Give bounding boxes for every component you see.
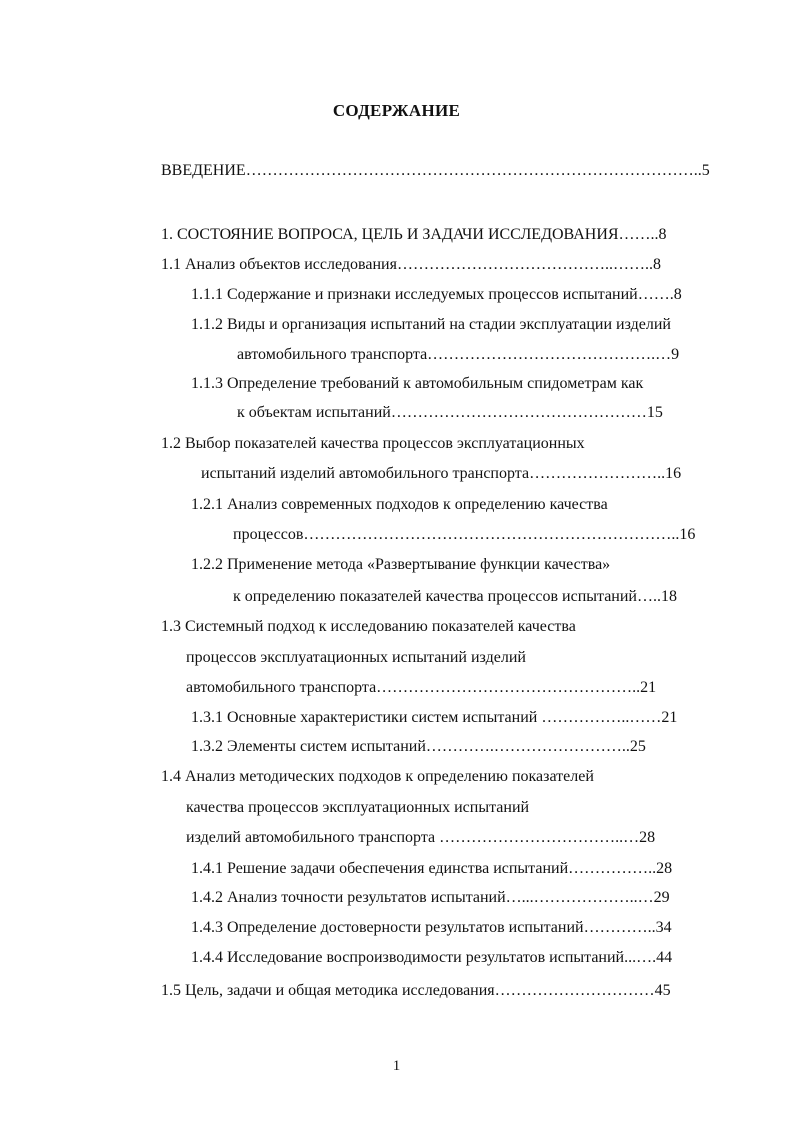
toc-entry-1-4-3: 1.4.3 Определение достоверности результатов испытаний…………..34 (191, 919, 672, 936)
toc-entry-1-4-1: 1.4.1 Решение задачи обеспечения единства испытаний……………..28 (191, 860, 673, 877)
toc-entry-1-1-3-cont: к объектам испытаний…………………………………………15 (237, 404, 663, 421)
toc-entry-1-1-1: 1.1.1 Содержание и признаки исследуемых процессов испытаний…….8 (191, 286, 682, 303)
document-title: СОДЕРЖАНИЕ (332, 101, 461, 120)
toc-entry-1-1-2-cont: автомобильного транспорта…………………………………….…9 (237, 346, 680, 363)
toc-entry-1-4-cont-1: качества процессов эксплуатационных испытаний (186, 799, 530, 816)
toc-entry-1-4: 1.4 Анализ методических подходов к определению показателей (161, 768, 594, 785)
toc-entry-1-2-2: 1.2.2 Применение метода «Развертывание функции качества» (191, 556, 611, 573)
toc-entry-1-1: 1.1 Анализ объектов исследования…………………………………..……..8 (161, 256, 661, 273)
toc-entry-chapter-1: 1. СОСТОЯНИЕ ВОПРОСА, ЦЕЛЬ И ЗАДАЧИ ИССЛЕДОВАНИЯ……..8 (161, 226, 667, 243)
toc-entry-1-4-cont-2: изделий автомобильного транспорта ……………………………..…28 (186, 829, 656, 846)
toc-entry-1-1-3: 1.1.3 Определение требований к автомобильным спидометрам как (191, 375, 644, 392)
toc-entry-1-4-4: 1.4.4 Исследование воспроизводимости результатов испытаний...….44 (191, 949, 673, 966)
toc-entry-1-2: 1.2 Выбор показателей качества процессов эксплуатационных (161, 435, 585, 452)
toc-entry-1-2-1: 1.2.1 Анализ современных подходов к определению качества (191, 496, 608, 513)
toc-entry-1-2-2-cont: к определению показателей качества процессов испытаний…..18 (233, 588, 677, 605)
toc-entry-1-3: 1.3 Системный подход к исследованию показателей качества (161, 618, 576, 635)
toc-entry-1-3-cont-1: процессов эксплуатационных испытаний изделий (186, 649, 526, 666)
toc-entry-1-2-1-cont: процессов……………………………………………………………..16 (233, 526, 696, 543)
toc-entry-1-3-cont-2: автомобильного транспорта…………………………………………..21 (186, 679, 657, 696)
toc-entry-1-1-2: 1.1.2 Виды и организация испытаний на стадии эксплуатации изделий (191, 316, 671, 333)
toc-entry-1-4-2: 1.4.2 Анализ точности результатов испытаний…...………………..…29 (191, 889, 670, 906)
page-number: 1 (392, 1058, 401, 1074)
toc-entry-1-2-cont: испытаний изделий автомобильного транспорта……………………..16 (201, 465, 682, 482)
toc-entry-1-3-1: 1.3.1 Основные характеристики систем испытаний ……………..……21 (191, 709, 678, 726)
toc-entry-introduction: ВВЕДЕНИЕ…………………………………………………………………………..5 (161, 162, 710, 179)
toc-entry-1-5: 1.5 Цель, задачи и общая методика исследования…………………………45 (161, 982, 671, 999)
toc-entry-1-3-2: 1.3.2 Элементы систем испытаний………….……………………..25 (191, 738, 646, 755)
